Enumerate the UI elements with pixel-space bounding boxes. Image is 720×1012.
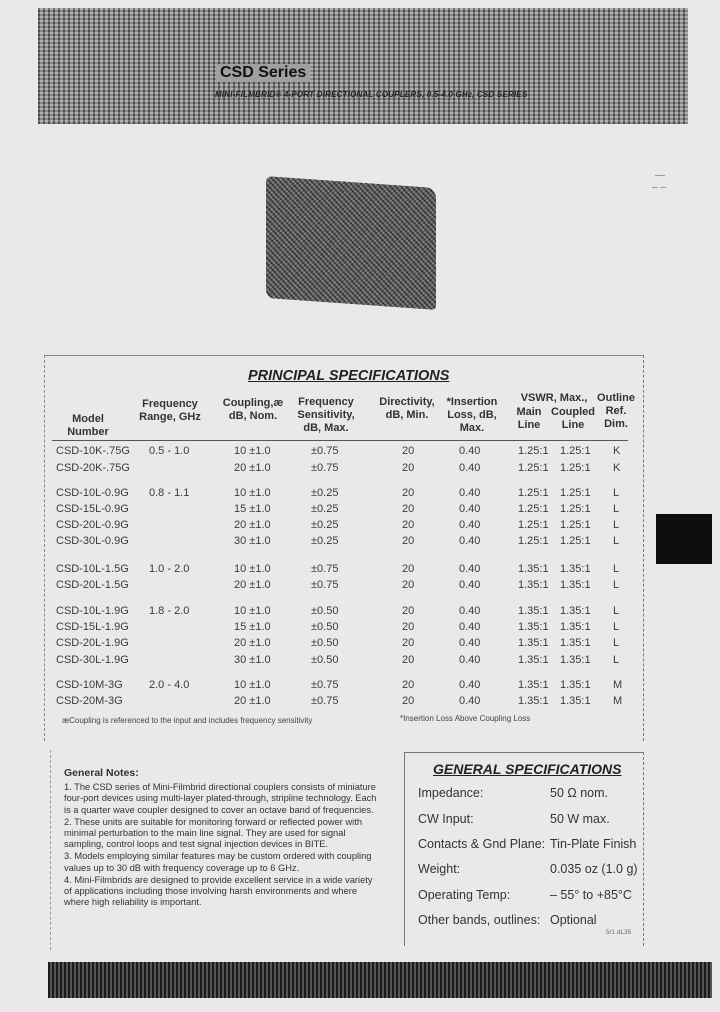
margin-mark: — (655, 170, 665, 181)
header-model: Model Number (67, 413, 109, 438)
spec-value: – 55° to +85°C (550, 888, 632, 902)
cell-vm: 1.25:1 (518, 487, 549, 499)
cell-ins: 0.40 (459, 487, 481, 499)
cell-model: CSD-20L-1.9G (56, 637, 129, 649)
note-item: 2. These units are suitable for monitoring forward or reflected power with minimal perturbation to the main line signal. They are used for signal sampling, control loops and test signal injection devices in BITE. (64, 816, 362, 850)
cell-sens: ±0.25 (311, 519, 339, 531)
cell-vc: 1.35:1 (560, 605, 591, 617)
cell-sens: ±0.75 (311, 679, 339, 691)
cell-dir: 20 (402, 679, 415, 691)
cell-ins: 0.40 (459, 462, 481, 474)
cell-dir: 20 (402, 605, 415, 617)
cell-ref: L (613, 637, 620, 649)
cell-model: CSD-15L-0.9G (56, 503, 129, 515)
table-row (0, 519, 720, 535)
table-row (0, 462, 720, 478)
cell-vm: 1.35:1 (518, 605, 549, 617)
cell-model: CSD-30L-1.9G (56, 654, 129, 666)
spec-label: CW Input: (418, 812, 474, 826)
cell-vc: 1.35:1 (560, 679, 591, 691)
general-notes-title: General Notes: (64, 767, 139, 779)
cell-vc: 1.35:1 (560, 637, 591, 649)
cell-vc: 1.35:1 (560, 563, 591, 575)
cell-model: CSD-10L-1.9G (56, 605, 129, 617)
cell-ins: 0.40 (459, 654, 481, 666)
spec-value: 50 W max. (550, 812, 610, 826)
table-row (0, 563, 720, 579)
cell-ins: 0.40 (459, 519, 481, 531)
cell-sens: ±0.25 (311, 503, 339, 515)
cell-vc: 1.35:1 (560, 654, 591, 666)
cell-sens: ±0.75 (311, 695, 339, 707)
cell-sens: ±0.50 (311, 637, 339, 649)
cell-freq: 2.0 - 4.0 (149, 679, 190, 691)
cell-vm: 1.35:1 (518, 679, 549, 691)
cell-coupling: 10 ±1.0 (234, 679, 271, 691)
cell-ins: 0.40 (459, 679, 481, 691)
cell-ins: 0.40 (459, 535, 481, 547)
cell-ref: M (613, 679, 623, 691)
header-band (38, 8, 688, 124)
cell-vc: 1.35:1 (560, 695, 591, 707)
cell-ref: M (613, 695, 623, 707)
cell-freq: 1.8 - 2.0 (149, 605, 190, 617)
header-divider (52, 440, 628, 441)
header-vswr-main: Main Line (516, 406, 542, 431)
cell-coupling: 10 ±1.0 (234, 563, 271, 575)
header-outline: Outline Ref. Dim. (597, 392, 635, 430)
cell-ins: 0.40 (459, 605, 481, 617)
header-frequency-range: Frequency Range, GHz (139, 398, 201, 423)
document-code: 5/1 dL35 (606, 929, 632, 936)
table-row (0, 695, 720, 711)
general-notes (64, 768, 382, 909)
cell-ref: L (613, 535, 620, 547)
cell-freq: 1.0 - 2.0 (149, 563, 190, 575)
spec-value: Optional (550, 913, 597, 927)
cell-sens: ±0.50 (311, 654, 339, 666)
cell-model: CSD-20M-3G (56, 695, 123, 707)
cell-sens: ±0.75 (311, 563, 339, 575)
cell-ins: 0.40 (459, 445, 481, 457)
cell-freq: 0.5 - 1.0 (149, 445, 190, 457)
cell-model: CSD-20L-0.9G (56, 519, 129, 531)
cell-coupling: 30 ±1.0 (234, 654, 271, 666)
cell-vc: 1.35:1 (560, 621, 591, 633)
cell-ins: 0.40 (459, 579, 481, 591)
table-row (0, 679, 720, 695)
bottom-band (48, 962, 712, 998)
spec-label: Weight: (418, 862, 461, 876)
cell-dir: 20 (402, 462, 415, 474)
cell-model: CSD-10L-0.9G (56, 487, 129, 499)
spec-value: 50 Ω nom. (550, 786, 608, 800)
note-item: 4. Mini-Filmbrids are designed to provide excellent service in a wide variety of applications including those involving harsh environments and where where high reliability is important. (64, 874, 373, 908)
cell-model: CSD-10L-1.5G (56, 563, 129, 575)
header-vswr-coupled: Coupled Line (551, 406, 595, 431)
cell-vm: 1.35:1 (518, 621, 549, 633)
cell-ins: 0.40 (459, 563, 481, 575)
cell-vm: 1.25:1 (518, 445, 549, 457)
margin-mark: – – (652, 182, 666, 193)
cell-ref: L (613, 487, 620, 499)
cell-vm: 1.35:1 (518, 695, 549, 707)
cell-dir: 20 (402, 445, 415, 457)
cell-model: CSD-30L-0.9G (56, 535, 129, 547)
spec-value: Tin-Plate Finish (550, 837, 637, 851)
cell-sens: ±0.25 (311, 535, 339, 547)
table-row (0, 535, 720, 551)
cell-sens: ±0.75 (311, 445, 339, 457)
cell-vm: 1.25:1 (518, 535, 549, 547)
footnote-coupling: æCoupling is referenced to the input and includes frequency sensitivity (62, 716, 313, 725)
cell-ref: L (613, 519, 620, 531)
cell-dir: 20 (402, 487, 415, 499)
note-item: 1. The CSD series of Mini-Filmbrid directional couplers consists of miniature four-port devices using multi-layer plated-through, stripline technology. Each is a quarter wave coupler designed to cover an octave band of frequencies. (64, 782, 377, 815)
cell-vc: 1.25:1 (560, 445, 591, 457)
cell-coupling: 15 ±1.0 (234, 503, 271, 515)
cell-dir: 20 (402, 579, 415, 591)
header-directivity: Directivity, dB, Min. (379, 396, 435, 421)
cell-ref: L (613, 605, 620, 617)
general-spec-row (418, 837, 648, 855)
general-spec-row (418, 888, 648, 906)
table-row (0, 654, 720, 670)
cell-ref: L (613, 503, 620, 515)
table-row (0, 445, 720, 461)
cell-vc: 1.25:1 (560, 519, 591, 531)
cell-model: CSD-20K-.75G (56, 462, 130, 474)
cell-sens: ±0.75 (311, 579, 339, 591)
cell-ins: 0.40 (459, 621, 481, 633)
table-row (0, 503, 720, 519)
cell-vm: 1.35:1 (518, 654, 549, 666)
cell-coupling: 15 ±1.0 (234, 621, 271, 633)
spec-label: Contacts & Gnd Plane: (418, 837, 546, 851)
table-row (0, 579, 720, 595)
cell-coupling: 20 ±1.0 (234, 579, 271, 591)
cell-coupling: 10 ±1.0 (234, 445, 271, 457)
cell-ins: 0.40 (459, 503, 481, 515)
cell-ref: K (613, 462, 621, 474)
cell-vc: 1.35:1 (560, 579, 591, 591)
spec-label: Other bands, outlines: (418, 913, 541, 927)
cell-ref: L (613, 579, 620, 591)
cell-sens: ±0.50 (311, 605, 339, 617)
cell-ref: K (613, 445, 621, 457)
cell-coupling: 10 ±1.0 (234, 487, 271, 499)
general-specs-title: GENERAL SPECIFICATIONS (433, 761, 622, 777)
cell-vc: 1.25:1 (560, 487, 591, 499)
cell-vm: 1.25:1 (518, 503, 549, 515)
cell-dir: 20 (402, 503, 415, 515)
general-spec-row (418, 862, 648, 880)
cell-dir: 20 (402, 654, 415, 666)
cell-vm: 1.25:1 (518, 519, 549, 531)
spec-label: Impedance: (418, 786, 484, 800)
cell-ins: 0.40 (459, 637, 481, 649)
cell-dir: 20 (402, 621, 415, 633)
table-row (0, 487, 720, 503)
spec-value: 0.035 oz (1.0 g) (550, 862, 638, 876)
cell-vc: 1.25:1 (560, 503, 591, 515)
cell-coupling: 30 ±1.0 (234, 535, 271, 547)
cell-vc: 1.25:1 (560, 462, 591, 474)
cell-ref: L (613, 654, 620, 666)
cell-ref: L (613, 563, 620, 575)
header-insertion-loss: *Insertion Loss, dB, Max. (446, 396, 498, 434)
general-spec-row (418, 786, 648, 804)
cell-sens: ±0.75 (311, 462, 339, 474)
spec-label: Operating Temp: (418, 888, 511, 902)
cell-freq: 0.8 - 1.1 (149, 487, 190, 499)
series-subtitle: MINI-FILMBRID® 4-PORT DIRECTIONAL COUPLERS, 0.5-4.0 GHz, CSD SERIES (215, 90, 528, 99)
cell-model: CSD-10M-3G (56, 679, 123, 691)
cell-vm: 1.35:1 (518, 579, 549, 591)
cell-model: CSD-10K-.75G (56, 445, 130, 457)
cell-ref: L (613, 621, 620, 633)
cell-dir: 20 (402, 563, 415, 575)
cell-dir: 20 (402, 519, 415, 531)
cell-model: CSD-15L-1.9G (56, 621, 129, 633)
series-title: CSD Series (216, 64, 310, 82)
cell-coupling: 10 ±1.0 (234, 605, 271, 617)
cell-sens: ±0.25 (311, 487, 339, 499)
general-spec-row (418, 812, 648, 830)
header-coupling: Coupling,æ dB, Nom. (222, 397, 284, 422)
cell-vm: 1.35:1 (518, 637, 549, 649)
table-row (0, 605, 720, 621)
cell-coupling: 20 ±1.0 (234, 695, 271, 707)
cell-model: CSD-20L-1.5G (56, 579, 129, 591)
cell-dir: 20 (402, 637, 415, 649)
footnote-insertion: *Insertion Loss Above Coupling Loss (400, 714, 531, 723)
cell-dir: 20 (402, 695, 415, 707)
cell-vm: 1.35:1 (518, 563, 549, 575)
cell-coupling: 20 ±1.0 (234, 462, 271, 474)
cell-vm: 1.25:1 (518, 462, 549, 474)
header-frequency-sensitivity: Frequency Sensitivity, dB, Max. (297, 396, 355, 434)
cell-ins: 0.40 (459, 695, 481, 707)
cell-dir: 20 (402, 535, 415, 547)
principal-specs-title: PRINCIPAL SPECIFICATIONS (248, 368, 450, 384)
cell-coupling: 20 ±1.0 (234, 637, 271, 649)
product-photo (266, 176, 436, 310)
cell-vc: 1.25:1 (560, 535, 591, 547)
cell-coupling: 20 ±1.0 (234, 519, 271, 531)
note-item: 3. Models employing similar features may be custom ordered with coupling values up to 30 dB with frequency coverage up to 6 GHz. (64, 851, 372, 873)
header-vswr: VSWR, Max., (520, 392, 588, 404)
table-row (0, 637, 720, 653)
cell-sens: ±0.50 (311, 621, 339, 633)
table-row (0, 621, 720, 637)
